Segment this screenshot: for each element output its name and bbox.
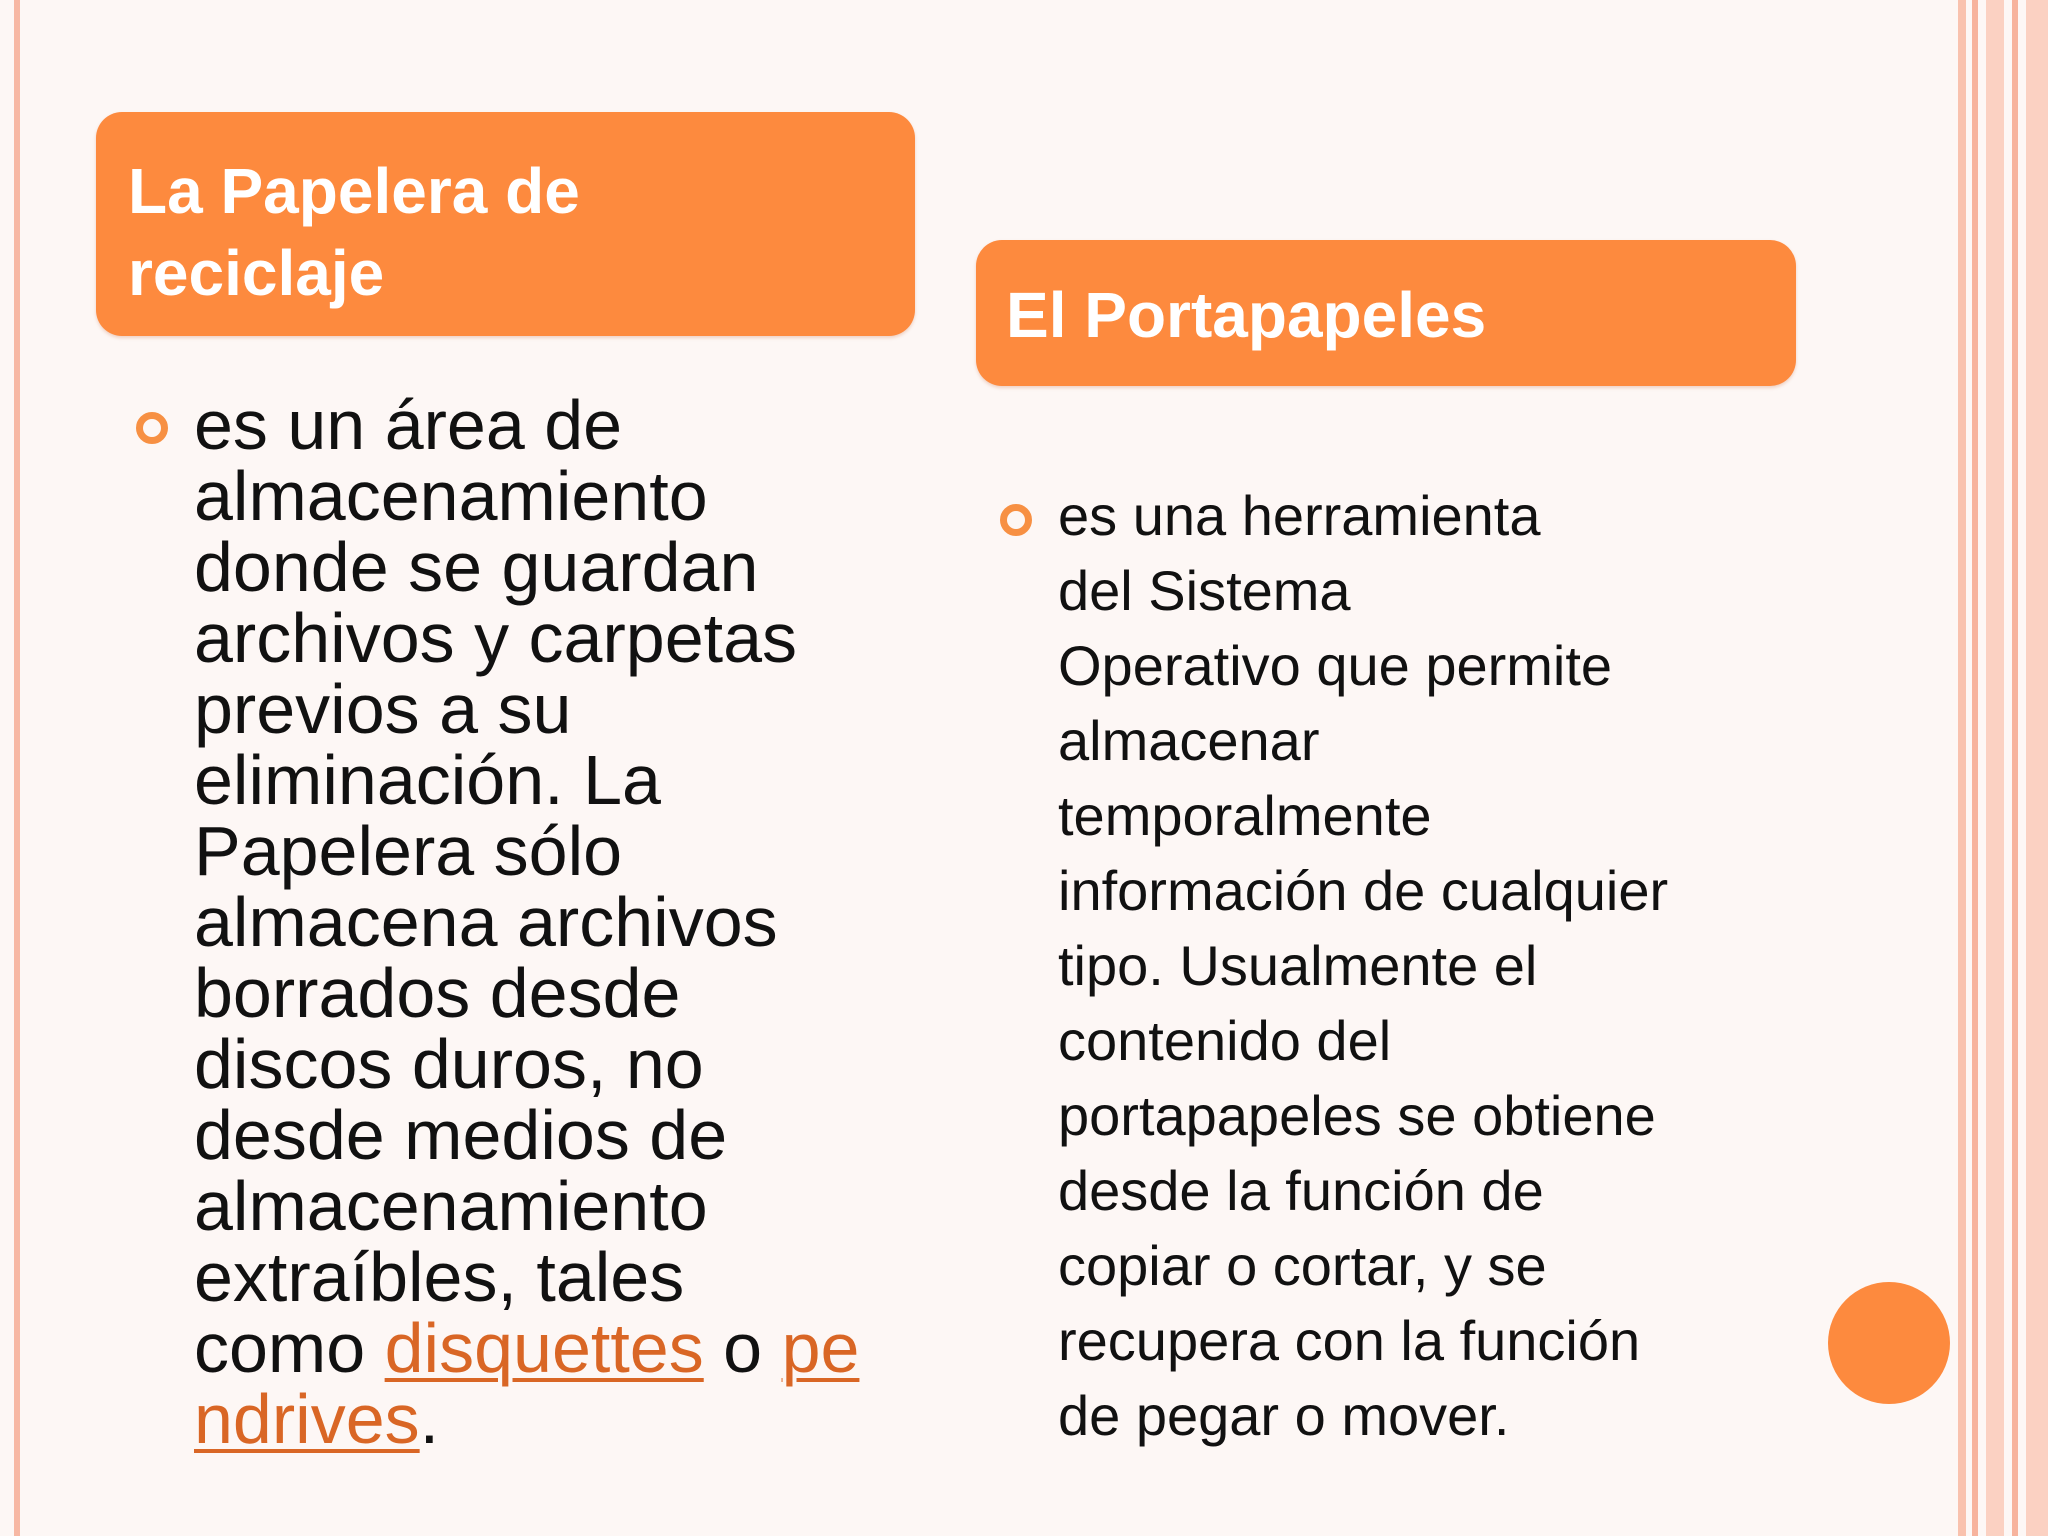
text-line: recupera con la función [1058,1309,1641,1372]
text-line: copiar o cortar, y se [1058,1234,1547,1297]
orange-circle-icon [1828,1282,1950,1404]
text-line [194,1380,934,1458]
text-line: previos a su [194,670,572,748]
text-line: desde medios de [194,1096,728,1174]
clipboard-description [1058,478,1798,1453]
text-line: discos duros, no [194,1025,704,1103]
text-line: es una herramienta [1058,484,1541,547]
text-line: almacenamiento [194,1167,708,1245]
text-fragment: . [419,1380,440,1458]
text-line: información de cualquier [1058,859,1669,922]
recycle-bin-heading-box [96,112,915,336]
text-line: Operativo que permite [1058,634,1613,697]
recycle-bin-heading [128,150,888,314]
heading-line: reciclaje [128,237,385,309]
text-fragment: como [194,1309,385,1387]
text-line: Papelera sólo [194,812,623,890]
right-border-stripe [1972,0,1978,1536]
ring-bullet-icon [136,412,168,444]
text-fragment: o [703,1309,782,1387]
clipboard-heading-box [976,240,1796,386]
right-border-stripe [2026,0,2048,1536]
ring-bullet-icon [1000,504,1032,536]
text-line: de pegar o mover. [1058,1384,1510,1447]
right-border-stripe [2012,0,2018,1536]
text-line: almacenamiento [194,457,708,535]
text-line: contenido del [1058,1009,1392,1072]
text-line: borrados desde [194,954,681,1032]
disquettes-link[interactable]: disquettes [384,1309,704,1387]
text-line: es un área de [194,386,623,464]
text-line: desde la función de [1058,1159,1544,1222]
left-border-stripe [14,0,20,1536]
text-line: portapapeles se obtiene [1058,1084,1656,1147]
pendrives-link[interactable]: pe [781,1309,860,1387]
text-line: almacenar [1058,709,1320,772]
recycle-bin-description [194,386,934,1458]
text-line: temporalmente [1058,784,1432,847]
clipboard-heading: El Portapapeles [1006,279,1487,351]
right-border-stripe [1958,0,1966,1536]
pendrives-link[interactable]: ndrives [194,1380,420,1458]
heading-line: La Papelera de [128,155,580,227]
text-line: tipo. Usualmente el [1058,934,1538,997]
text-line: eliminación. La [194,741,661,819]
text-line: del Sistema [1058,559,1351,622]
text-line: archivos y carpetas [194,599,798,677]
text-line: extraíbles, tales [194,1238,685,1316]
text-line [194,1309,934,1387]
right-border-stripe [1986,0,2004,1536]
text-line: donde se guardan [194,528,759,606]
text-line: almacena archivos [194,883,778,961]
